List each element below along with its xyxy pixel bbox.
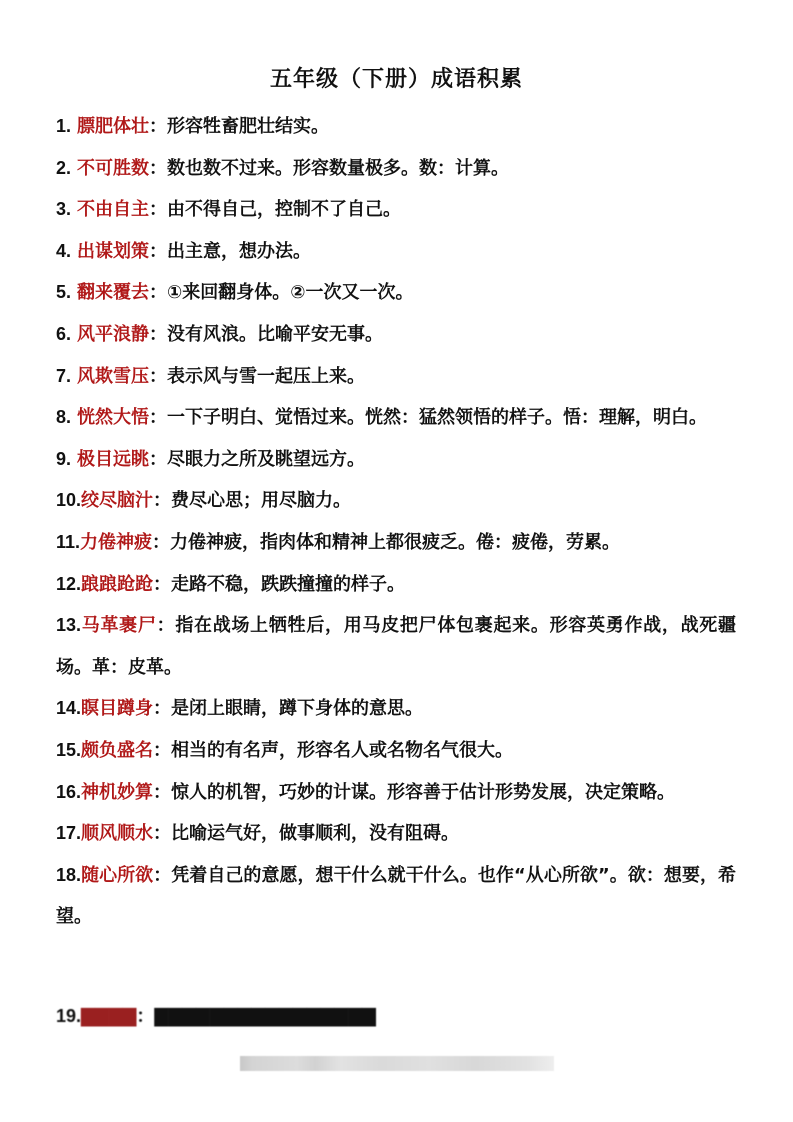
idiom-definition: 没有风浪。比喻平安无事。 — [167, 323, 384, 345]
colon: ： — [156, 615, 176, 637]
idiom-definition: 是闭上眼睛，蹲下身体的意思。 — [171, 698, 424, 720]
colon: ： — [153, 573, 172, 595]
colon: ： — [153, 781, 172, 803]
colon: ： — [149, 282, 168, 304]
idiom-term: 出谋划策 — [77, 240, 150, 262]
list-item — [56, 148, 736, 190]
idiom-term: 膘肥体壮 — [77, 116, 150, 137]
entry-number: 7. — [56, 365, 72, 386]
colon: ： — [149, 240, 168, 262]
entry-number: 16. — [56, 781, 82, 802]
list-item — [56, 605, 736, 688]
list-item — [56, 397, 736, 439]
list-item — [56, 564, 736, 606]
idiom-term: 顺风顺水 — [81, 823, 154, 845]
entry-number: 1. — [56, 116, 72, 136]
idiom-term: 翻来覆去 — [77, 282, 150, 304]
entry-number: 6. — [56, 323, 72, 344]
colon: ： — [153, 823, 172, 845]
list-item — [56, 813, 736, 855]
colon: ： — [149, 199, 168, 221]
cutoff-line-content — [56, 1006, 736, 1027]
colon: ： — [153, 864, 172, 886]
idiom-definition: 费尽心思；用尽脑力。 — [171, 490, 352, 512]
idiom-term: 颇负盛名 — [81, 739, 154, 761]
entry-number: 19. — [56, 1006, 82, 1026]
entry-number: 11. — [56, 531, 81, 552]
entry-number: 13. — [56, 615, 82, 636]
idiom-term: 力倦神疲 — [80, 531, 153, 553]
list-item — [56, 272, 736, 314]
entry-number: 18. — [56, 864, 82, 885]
idiom-term: 风欺雪压 — [77, 365, 150, 387]
idiom-definition: 形容牲畜肥壮结实。 — [167, 116, 330, 137]
idiom-definition: 数也数不过来。形容数量极多。数：计算。 — [167, 157, 510, 179]
entry-number: 8. — [56, 407, 72, 428]
idiom-definition: 表示风与雪一起压上来。 — [167, 365, 366, 387]
list-item — [56, 106, 736, 148]
colon: ： — [149, 407, 168, 429]
list-item — [56, 356, 736, 398]
colon: ： — [153, 698, 172, 720]
entry-number: 4. — [56, 240, 72, 261]
idiom-definition: 比喻运气好，做事顺利，没有阻碍。 — [171, 823, 460, 845]
list-item — [56, 189, 736, 231]
idiom-term: 恍然大悟 — [77, 407, 150, 429]
idiom-definition: 出主意，想办法。 — [167, 240, 312, 262]
entry-number: 5. — [56, 282, 72, 303]
colon: ： — [149, 365, 168, 387]
entry-number: 14. — [56, 698, 82, 719]
colon: ： — [149, 323, 168, 345]
idiom-definition: 由不得自己，控制不了自己。 — [167, 199, 402, 221]
entry-number: 15. — [56, 739, 82, 760]
colon: ： — [153, 739, 172, 761]
colon: ： — [149, 448, 168, 470]
list-item — [56, 772, 736, 814]
idiom-term: 不可胜数 — [77, 157, 150, 179]
cutoff-line — [56, 1006, 736, 1028]
colon: ： — [149, 116, 168, 137]
list-item — [56, 730, 736, 772]
idiom-definition: ▇▇▇▇▇▇▇▇▇▇▇▇▇▇▇▇ — [154, 1006, 376, 1027]
colon: ： — [136, 1006, 155, 1027]
idiom-definition: 尽眼力之所及眺望远方。 — [167, 448, 366, 470]
blurred-watermark-bar — [240, 1056, 554, 1071]
idiom-term: 绞尽脑汁 — [81, 490, 154, 512]
idiom-term: 风平浪静 — [77, 323, 150, 345]
page-title: 五年级（下册）成语积累 — [269, 67, 523, 92]
idiom-definition: ①来回翻身体。②一次又一次。 — [167, 282, 414, 304]
idiom-term: 神机妙算 — [81, 781, 154, 803]
entry-number: 3. — [56, 199, 72, 220]
idiom-definition: 凭着自己的意愿，想干什么就干什么。也作“从心所欲”。欲：想要，希望。 — [56, 864, 737, 928]
idiom-list — [56, 106, 736, 938]
idiom-definition: 惊人的机智，巧妙的计谋。形容善于估计形势发展，决定策略。 — [171, 781, 676, 803]
idiom-term: 马革裹尸 — [81, 615, 157, 637]
idiom-definition: 指在战场上牺牲后，用马皮把尸体包裹起来。形容英勇作战，战死疆场。革：皮革。 — [56, 615, 737, 678]
list-item — [56, 688, 736, 730]
idiom-term: 不由自主 — [77, 199, 150, 221]
list-item — [56, 855, 736, 938]
list-item — [56, 314, 736, 356]
colon: ： — [149, 157, 168, 179]
entry-number: 9. — [56, 448, 72, 469]
list-item — [56, 522, 736, 564]
idiom-definition: 力倦神疲，指肉体和精神上都很疲乏。倦：疲倦，劳累。 — [170, 531, 621, 553]
list-item — [56, 231, 736, 273]
colon: ： — [153, 490, 172, 512]
list-item — [56, 480, 736, 522]
idiom-definition: 相当的有名声，形容名人或名物名气很大。 — [171, 739, 514, 761]
entry-number: 2. — [56, 157, 72, 178]
entry-number: 10. — [56, 490, 82, 511]
idiom-term: ▇▇▇▇ — [81, 1006, 137, 1027]
entry-number: 12. — [56, 573, 82, 594]
idiom-definition: 一下子明白、觉悟过来。恍然：猛然领悟的样子。悟：理解，明白。 — [167, 407, 708, 429]
idiom-term: 极目远眺 — [77, 448, 150, 470]
list-item — [56, 439, 736, 481]
entry-number: 17. — [56, 823, 82, 844]
idiom-definition: 走路不稳，跌跌撞撞的样子。 — [171, 573, 406, 595]
idiom-term: 踉踉跄跄 — [81, 573, 154, 595]
idiom-term: 瞑目蹲身 — [81, 698, 154, 720]
idiom-term: 随心所欲 — [81, 864, 154, 886]
colon: ： — [152, 531, 171, 553]
